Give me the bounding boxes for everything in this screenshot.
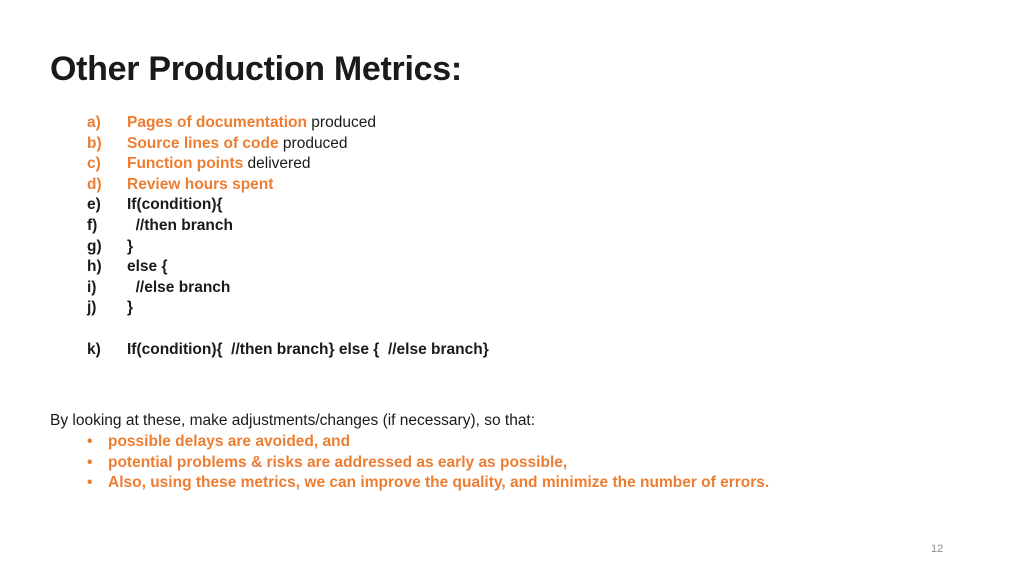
list-item — [87, 237, 489, 258]
list-item-label: h) — [87, 258, 102, 276]
bullet-icon: • — [87, 433, 93, 450]
code-line: //else branch — [127, 278, 231, 296]
list-item-highlight: Pages of documentation — [127, 114, 307, 131]
list-item — [87, 175, 489, 196]
list-item — [87, 298, 489, 319]
page-number: 12 — [931, 543, 944, 555]
list-item-label: k) — [87, 340, 101, 358]
list-item-label: f) — [87, 216, 98, 234]
code-line: If(condition){ //then branch} else { //else branch} — [127, 340, 489, 358]
list-item-text: produced — [307, 114, 376, 131]
list-item-label: i) — [87, 278, 97, 296]
bullet-item — [87, 432, 769, 453]
summary-paragraph: By looking at these, make adjustments/changes (if necessary), so that: — [50, 412, 536, 429]
list-item-label: e) — [87, 196, 101, 214]
code-line: else { — [127, 258, 168, 276]
list-item-label: c) — [87, 155, 101, 173]
list-item-text: produced — [278, 134, 348, 152]
list-item-label: g) — [87, 237, 102, 255]
list-item-label: d) — [87, 175, 102, 193]
list-item — [87, 154, 489, 175]
list-item-label: a) — [87, 114, 101, 131]
list-item — [87, 216, 489, 237]
list-item — [87, 113, 489, 134]
list-item — [87, 340, 489, 361]
list-item-highlight: Review hours spent — [127, 175, 274, 193]
list-item-label: j) — [87, 299, 97, 317]
bullet-text: Also, using these metrics, we can improve the quality, and minimize the number of errors. — [108, 474, 770, 492]
list-item-text: delivered — [243, 155, 311, 173]
code-line: } — [127, 237, 134, 255]
metrics-list — [87, 113, 489, 360]
code-line: //then branch — [127, 216, 233, 234]
bullet-text: potential problems & risks are addressed as early as possible, — [108, 453, 568, 471]
slide-title: Other Production Metrics: — [50, 50, 462, 88]
list-item-highlight: Source lines of code — [127, 134, 279, 152]
bullet-item — [87, 473, 769, 494]
bullet-text: possible delays are avoided, and — [108, 433, 351, 450]
code-line: } — [127, 299, 134, 317]
list-item — [87, 134, 489, 155]
bullet-item — [87, 453, 769, 474]
list-item — [87, 278, 489, 299]
code-line: If(condition){ — [127, 196, 223, 214]
list-item-label: b) — [87, 134, 102, 152]
bullet-list — [87, 432, 769, 494]
list-spacer — [87, 319, 489, 340]
list-item — [87, 195, 489, 216]
bullet-icon: • — [87, 474, 93, 492]
list-item-highlight: Function points — [127, 155, 244, 173]
bullet-icon: • — [87, 453, 93, 471]
list-item — [87, 257, 489, 278]
